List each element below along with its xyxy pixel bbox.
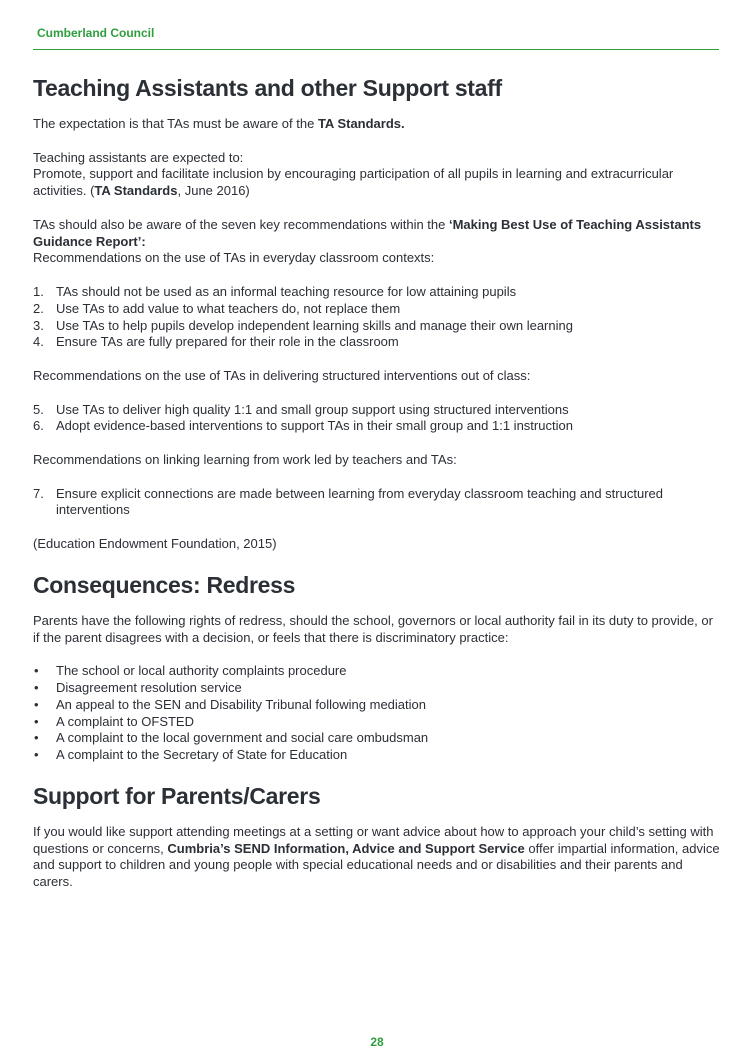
list-item: 4. Ensure TAs are fully prepared for their role in the classroom	[33, 334, 399, 350]
list-item: • A complaint to the local government and social care ombudsman	[34, 730, 429, 746]
list-item: 5. Use TAs to deliver high quality 1:1 and small group support using structured interventions	[33, 401, 569, 417]
ta-promote-text: Promote, support and facilitate inclusion by encouraging participation of all pupils in learning and extracurricular activities. (TA Standards, June 2016)	[33, 166, 674, 199]
list-item: 6. Adopt evidence-based interventions to support TAs in their small group and 1:1 instruction	[33, 418, 573, 434]
list-item: 1. TAs should not be used as an informal teaching resource for low attaining pupils	[33, 283, 517, 299]
rec-classroom-intro: Recommendations on the use of TAs in everyday classroom contexts:	[33, 250, 435, 266]
section-heading-support: Support for Parents/Carers	[33, 782, 321, 809]
bullet-icon: •	[34, 713, 39, 729]
citation: (Education Endowment Foundation, 2015)	[33, 535, 277, 551]
list-item: 2. Use TAs to add value to what teachers do, not replace them	[33, 300, 401, 316]
bullet-icon: •	[34, 747, 39, 763]
list-item: 7. Ensure explicit connections are made between learning from everyday classroom teaching and structured interventions	[33, 485, 663, 518]
section-heading-redress: Consequences: Redress	[33, 571, 296, 598]
support-text: If you would like support attending meetings at a setting or want advice about how to approach your child’s setting with questions or concerns, Cumbria’s SEND Information, Advice and Support Service offer impartial information, advice and support to children and young people with special educational needs and or disabilities and their parents and carers.	[33, 823, 720, 890]
bullet-icon: •	[34, 679, 39, 695]
send-service-name: Cumbria’s SEND Information, Advice and Support Service	[167, 840, 525, 856]
list-item: • An appeal to the SEN and Disability Tribunal following mediation	[34, 696, 426, 712]
bullet-icon: •	[34, 730, 39, 746]
rec-structured-intro: Recommendations on the use of TAs in delivering structured interventions out of class:	[33, 367, 531, 383]
section-heading-teaching-assistants: Teaching Assistants and other Support staff	[33, 75, 502, 101]
classroom-recommendations-list	[33, 284, 723, 351]
bullet-icon: •	[34, 663, 39, 679]
list-item: 3. Use TAs to help pupils develop independent learning skills and manage their own learning	[33, 317, 573, 333]
list-item: • A complaint to OFSTED	[34, 713, 194, 729]
organization-name: Cumberland Council	[37, 26, 155, 40]
guidance-report-title: ‘Making Best Use of Teaching Assistants Guidance Report’:	[33, 216, 702, 249]
redress-intro: Parents have the following rights of redress, should the school, governors or local authority fail in its duty to provide, or if the parent disagrees with a decision, or feels that there is discriminatory practice:	[33, 612, 713, 645]
ta-expected-intro: Teaching assistants are expected to:	[33, 149, 244, 165]
list-item: • Disagreement resolution service	[34, 679, 242, 695]
ta-standards-link-text: TA Standards.	[317, 116, 405, 131]
linking-recommendations-list	[33, 486, 723, 520]
list-item: • The school or local authority complaints procedure	[34, 663, 347, 679]
page-content	[33, 74, 723, 908]
rec-linking-intro: Recommendations on linking learning from work led by teachers and TAs:	[33, 451, 457, 467]
page-number: 28	[370, 1035, 384, 1049]
bullet-icon: •	[34, 696, 39, 712]
ta-aware-text: TAs should also be aware of the seven key recommendations within the ‘Making Best Use of Teaching Assistants Guidance Report’:	[33, 216, 702, 249]
list-item: • A complaint to the Secretary of State for Education	[34, 747, 348, 763]
redress-list	[33, 663, 723, 764]
structured-recommendations-list	[33, 402, 723, 436]
page-header	[33, 24, 719, 50]
ta-expectation: The expectation is that TAs must be aware of the TA Standards.	[33, 116, 405, 131]
